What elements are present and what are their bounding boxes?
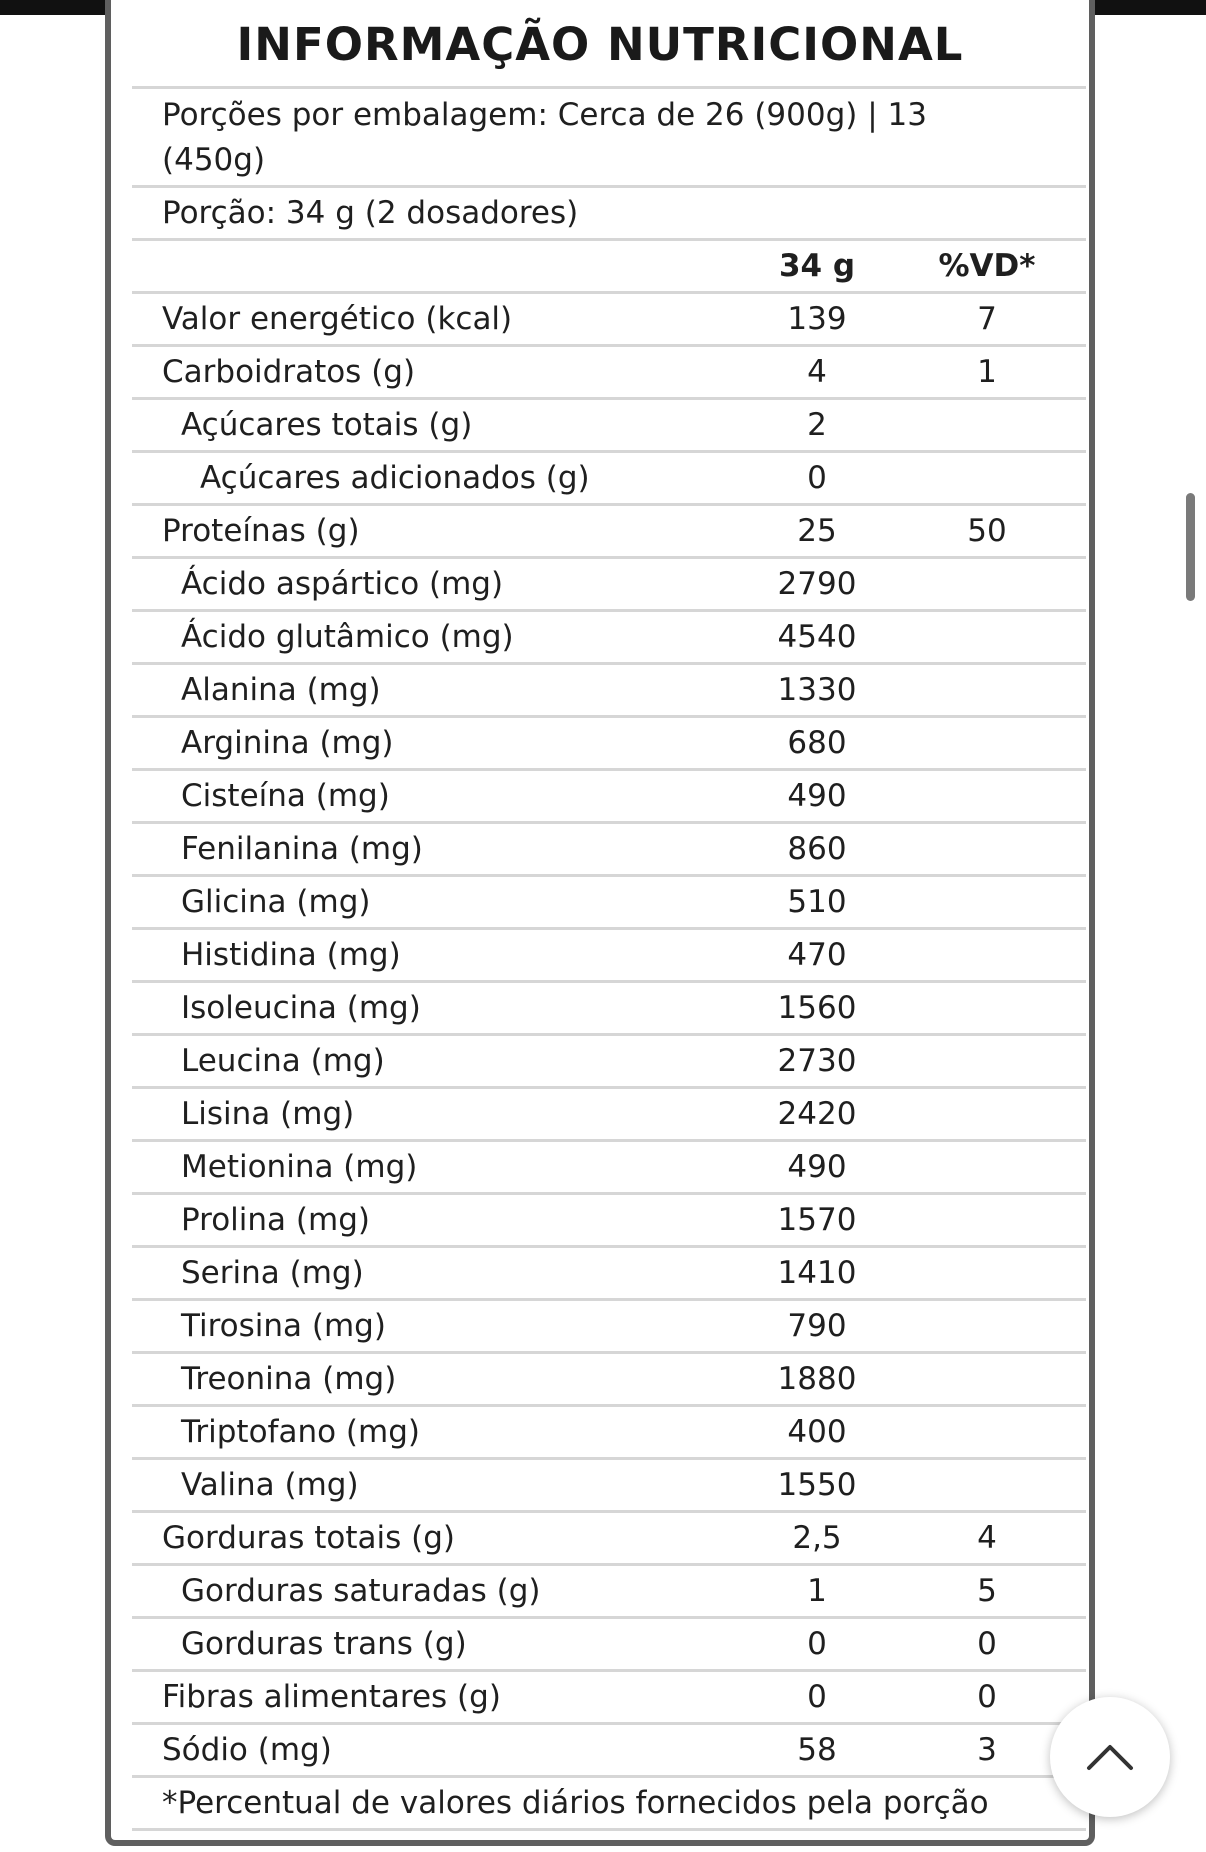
- footnote-row: [132, 1775, 1086, 1828]
- nutrient-label: Isoleucina (mg): [181, 990, 421, 1026]
- nutrient-amount: 2,5: [792, 1520, 842, 1556]
- nutrient-row: [132, 1351, 1086, 1404]
- nutrient-row: [132, 1139, 1086, 1192]
- nutrient-label: Sódio (mg): [162, 1732, 332, 1768]
- nutrient-amount: 490: [787, 1149, 847, 1185]
- nutrient-label: Gorduras trans (g): [181, 1626, 467, 1662]
- nutrient-row: [132, 1510, 1086, 1563]
- servings-per-package-row: [132, 86, 1086, 185]
- nutrient-daily-value: 3: [977, 1732, 997, 1768]
- nutrient-amount: 0: [807, 1626, 827, 1662]
- nutrient-row: [132, 503, 1086, 556]
- column-header-row: [132, 238, 1086, 291]
- nutrient-label: Histidina (mg): [181, 937, 401, 973]
- nutrient-daily-value: 7: [977, 301, 997, 337]
- nutrient-label: Leucina (mg): [181, 1043, 385, 1079]
- nutrient-label: Serina (mg): [181, 1255, 364, 1291]
- nutrient-row: [132, 768, 1086, 821]
- nutrient-row: [132, 1616, 1086, 1669]
- table-end-divider: [132, 1828, 1086, 1831]
- nutrient-label: Valor energético (kcal): [162, 301, 513, 337]
- nutrient-amount: 58: [797, 1732, 837, 1768]
- nutrient-amount: 1880: [777, 1361, 857, 1397]
- nutrient-amount: 1550: [777, 1467, 857, 1503]
- nutrient-row: [132, 1457, 1086, 1510]
- nutrient-rows: [132, 291, 1086, 1775]
- servings-per-package: Porções por embalagem: Cerca de 26 (900g) | 13 (450g): [162, 97, 927, 178]
- nutrient-label: Gorduras saturadas (g): [181, 1573, 541, 1609]
- serving-size-row: [132, 185, 1086, 238]
- nutrition-table: [132, 86, 1086, 1831]
- nutrient-label: Glicina (mg): [181, 884, 371, 920]
- nutrient-amount: 25: [797, 513, 837, 549]
- nutrient-amount: 0: [807, 1679, 827, 1715]
- nutrient-row: [132, 662, 1086, 715]
- nutrient-row: [132, 1033, 1086, 1086]
- nutrient-row: [132, 1298, 1086, 1351]
- nutrient-amount: 0: [807, 460, 827, 496]
- nutrient-label: Ácido aspártico (mg): [181, 566, 504, 602]
- nutrient-daily-value: 5: [977, 1573, 997, 1609]
- nutrient-label: Alanina (mg): [181, 672, 381, 708]
- nutrient-daily-value: 0: [977, 1679, 997, 1715]
- nutrient-row: [132, 821, 1086, 874]
- nutrient-label: Lisina (mg): [181, 1096, 355, 1132]
- nutrient-amount: 139: [787, 301, 847, 337]
- nutrient-row: [132, 1086, 1086, 1139]
- vertical-scrollbar[interactable]: [1186, 493, 1195, 601]
- nutrient-amount: 2: [807, 407, 827, 443]
- nutrient-amount: 400: [787, 1414, 847, 1450]
- nutrient-row: [132, 609, 1086, 662]
- nutrient-row: [132, 874, 1086, 927]
- nutrient-amount: 510: [787, 884, 847, 920]
- nutrient-amount: 2420: [777, 1096, 857, 1132]
- scroll-to-top-button[interactable]: [1050, 1697, 1170, 1817]
- nutrient-label: Tirosina (mg): [181, 1308, 386, 1344]
- nutrient-label: Carboidratos (g): [162, 354, 416, 390]
- nutrient-amount: 1410: [777, 1255, 857, 1291]
- nutrient-label: Gorduras totais (g): [162, 1520, 456, 1556]
- daily-value-column-header: %VD*: [938, 248, 1036, 284]
- nutrient-amount: 470: [787, 937, 847, 973]
- nutrition-title: INFORMAÇÃO NUTRICIONAL: [236, 18, 964, 71]
- nutrient-row: [132, 1245, 1086, 1298]
- nutrient-row: [132, 450, 1086, 503]
- nutrient-amount: 2790: [777, 566, 857, 602]
- nutrient-amount: 1560: [777, 990, 857, 1026]
- nutrition-facts-panel: [105, 0, 1095, 1846]
- nutrient-amount: 4: [807, 354, 827, 390]
- nutrient-label: Proteínas (g): [162, 513, 360, 549]
- nutrient-row: [132, 1722, 1086, 1775]
- nutrient-label: Metionina (mg): [181, 1149, 418, 1185]
- nutrient-label: Ácido glutâmico (mg): [181, 619, 514, 655]
- nutrient-row: [132, 1563, 1086, 1616]
- nutrient-daily-value: 1: [977, 354, 997, 390]
- nutrient-amount: 790: [787, 1308, 847, 1344]
- nutrient-row: [132, 556, 1086, 609]
- nutrient-amount: 1: [807, 1573, 827, 1609]
- nutrient-row: [132, 1404, 1086, 1457]
- nutrient-label: Arginina (mg): [181, 725, 394, 761]
- nutrient-row: [132, 715, 1086, 768]
- nutrient-label: Treonina (mg): [181, 1361, 397, 1397]
- amount-column-header: 34 g: [778, 248, 856, 284]
- nutrient-daily-value: 50: [967, 513, 1007, 549]
- nutrient-amount: 490: [787, 778, 847, 814]
- nutrient-amount: 2730: [777, 1043, 857, 1079]
- nutrient-row: [132, 927, 1086, 980]
- nutrient-row: [132, 397, 1086, 450]
- nutrient-label: Prolina (mg): [181, 1202, 370, 1238]
- nutrient-label: Valina (mg): [181, 1467, 359, 1503]
- nutrient-row: [132, 1669, 1086, 1722]
- nutrient-row: [132, 344, 1086, 397]
- nutrient-row: [132, 980, 1086, 1033]
- nutrient-row: [132, 291, 1086, 344]
- nutrient-amount: 1330: [777, 672, 857, 708]
- nutrient-daily-value: 4: [977, 1520, 997, 1556]
- nutrient-label: Açúcares totais (g): [181, 407, 473, 443]
- nutrient-label: Triptofano (mg): [181, 1414, 420, 1450]
- nutrient-label: Cisteína (mg): [181, 778, 390, 814]
- nutrient-label: Fibras alimentares (g): [162, 1679, 501, 1715]
- footnote: *Percentual de valores diários fornecidos pela porção: [162, 1785, 989, 1821]
- nutrient-amount: 4540: [777, 619, 857, 655]
- nutrient-amount: 1570: [777, 1202, 857, 1238]
- nutrient-daily-value: 0: [977, 1626, 997, 1662]
- nutrient-label: Fenilanina (mg): [181, 831, 423, 867]
- nutrient-amount: 860: [787, 831, 847, 867]
- chevron-up-icon: [1085, 1742, 1135, 1772]
- nutrient-row: [132, 1192, 1086, 1245]
- nutrient-amount: 680: [787, 725, 847, 761]
- nutrient-label: Açúcares adicionados (g): [200, 460, 590, 496]
- serving-size: Porção: 34 g (2 dosadores): [162, 195, 579, 231]
